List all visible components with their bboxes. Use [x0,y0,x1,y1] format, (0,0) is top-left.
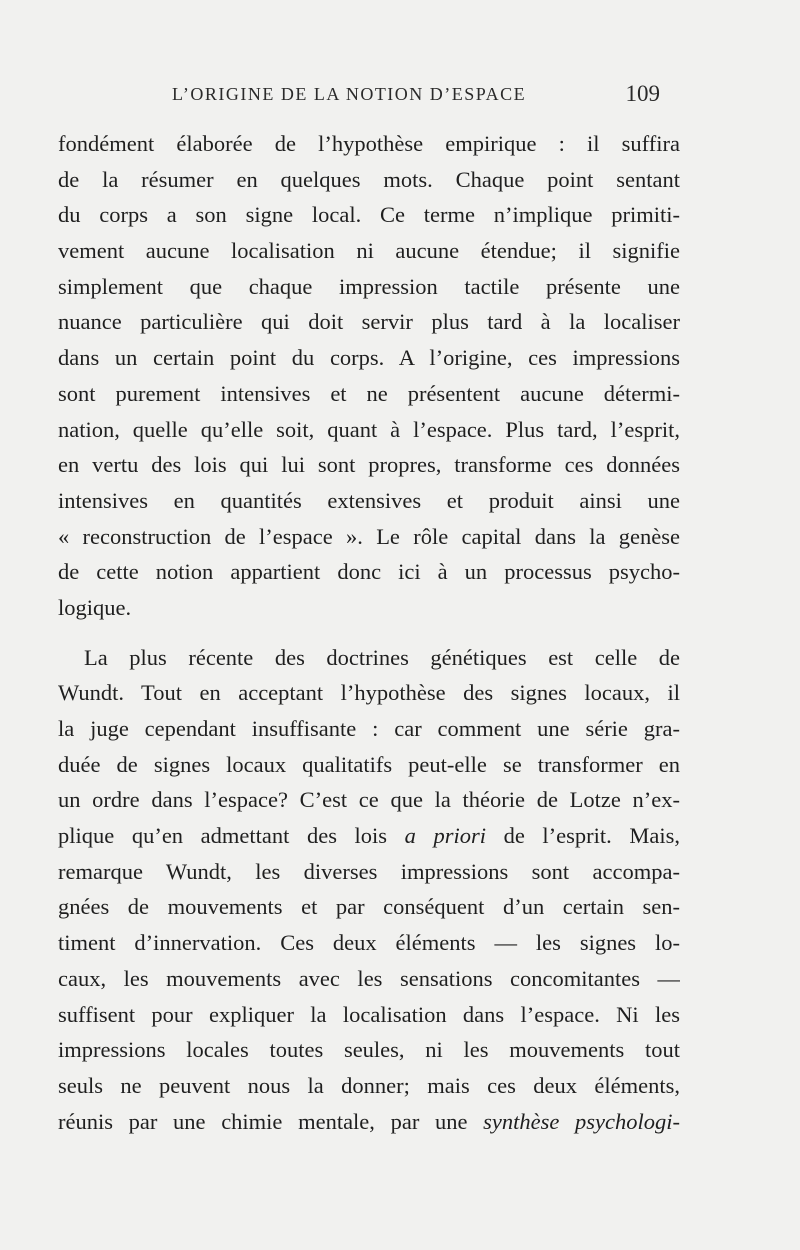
text-line-priori [58,818,680,854]
text-segment: réunis par une chimie mentale, par une [58,1108,484,1134]
text-line: de cette notion appartient donc ici à un processus psycho- [58,559,680,585]
text-line: logique. [58,594,132,620]
text-line: timent d’innervation. Ces deux éléments — les signes lo- [58,930,680,956]
text-line: La plus récente des doctrines génétiques est celle de [84,644,680,670]
text-segment: plique qu’en admettant des lois [58,823,405,849]
text-line: nation, quelle qu’elle soit, quant à l’espace. Plus tard, l’esprit, [58,416,680,442]
text-line: simplement que chaque impression tactile présente une [58,273,680,299]
italic-phrase: a priori [404,823,487,849]
text-line: intensives en quantités extensives et produit ainsi une [58,487,680,513]
text-line: remarque Wundt, les diverses impressions sont accompa- [58,858,680,884]
text-line: du corps a son signe local. Ce terme n’implique primiti- [58,202,680,228]
text-line-last [58,1104,680,1140]
paragraph-gap [58,626,680,640]
text-line: fondément élaborée de l’hypothèse empirique : il suffira [58,131,680,156]
text-line: gnées de mouvements et par conséquent d’un certain sen- [58,894,680,920]
italic-phrase: synthèse psychologi- [483,1108,680,1134]
text-line: caux, les mouvements avec les sensations concomitantes — [58,965,680,991]
page-header [60,81,660,114]
text-line: duée de signes locaux qualitatifs peut-elle se transformer en [58,751,680,777]
text-line: vement aucune localisation ni aucune étendue; il signifie [58,238,680,264]
text-line: nuance particulière qui doit servir plus tard à la localiser [58,309,680,335]
running-title: L’ORIGINE DE LA NOTION D’ESPACE [172,84,527,104]
text-line: la juge cependant insuffisante : car comment une série gra- [58,716,680,741]
paragraph-2 [58,640,680,1140]
text-line: de la résumer en quelques mots. Chaque point sentant [58,166,680,192]
paragraph-1 [58,126,680,626]
text-line: « reconstruction de l’espace ». Le rôle capital dans la genèse [58,523,680,549]
page-number: 109 [625,81,660,106]
text-line: seuls ne peuvent nous la donner; mais ces deux éléments, [58,1072,680,1098]
text-line: sont purement intensives et ne présentent aucune détermi- [58,380,680,406]
text-line: un ordre dans l’espace? C’est ce que la théorie de Lotze n’ex- [58,787,680,813]
text-line: dans un certain point du corps. A l’origine, ces impressions [58,345,680,371]
text-line: suffisent pour expliquer la localisation dans l’espace. Ni les [58,1001,680,1027]
text-segment: de l’esprit. Mais, [486,823,680,849]
text-line: impressions locales toutes seules, ni les mouvements tout [58,1037,680,1063]
text-line: en vertu des lois qui lui sont propres, transforme ces données [58,452,680,478]
text-line: Wundt. Tout en acceptant l’hypothèse des signes locaux, il [58,680,680,706]
body-text [58,126,680,1139]
